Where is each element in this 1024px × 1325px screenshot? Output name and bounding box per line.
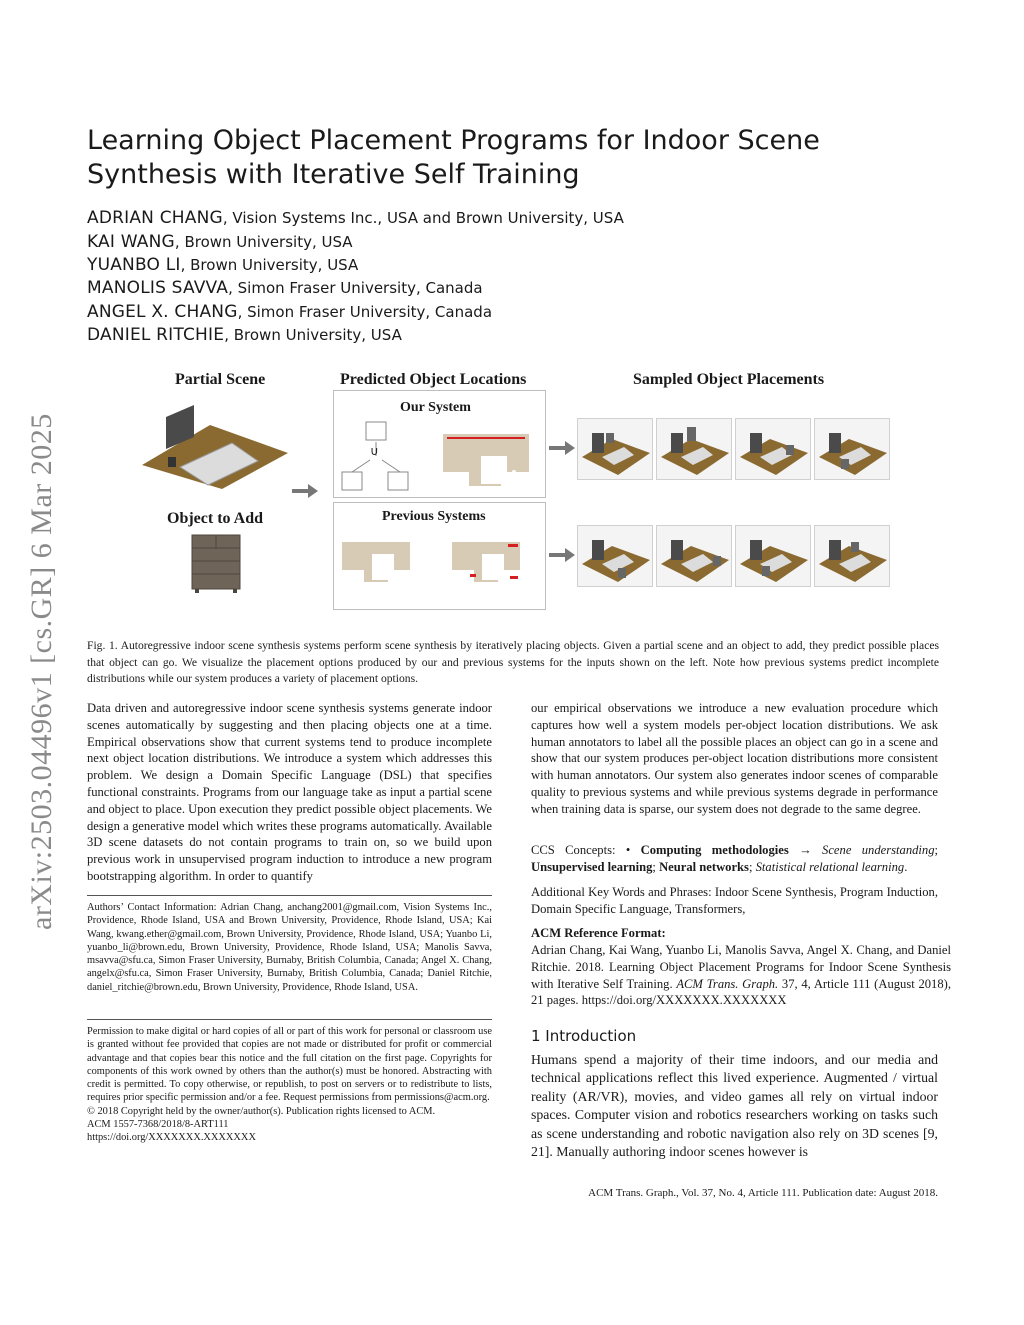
divider xyxy=(87,1019,492,1020)
reference-journal: ACM Trans. Graph. xyxy=(676,976,779,991)
copyright-line: © 2018 Copyright held by the owner/author(s). Publication rights licensed to ACM. xyxy=(87,1105,436,1117)
sampled-placement-thumbnail xyxy=(814,525,890,587)
figure-label-partial-scene: Partial Scene xyxy=(175,371,266,388)
doi-link[interactable]: https://doi.org/XXXXXXX.XXXXXXX xyxy=(87,1132,256,1144)
author-name: KAI WANG xyxy=(87,232,175,252)
partial-scene-image xyxy=(140,405,290,490)
ccs-arrow: → xyxy=(788,843,823,857)
ccs-term: Scene understanding xyxy=(822,843,935,857)
author-line xyxy=(87,255,947,275)
sampled-placement-thumbnail xyxy=(814,418,890,480)
ccs-term: Neural networks xyxy=(659,859,749,874)
author-line xyxy=(87,302,947,322)
sampled-placement-thumbnail xyxy=(577,525,653,587)
author-line xyxy=(87,232,947,252)
arrow-right-icon xyxy=(292,484,318,498)
arrow-right-icon xyxy=(549,441,575,455)
divider xyxy=(87,895,492,896)
author-affiliation: , Brown University, USA xyxy=(224,326,402,344)
author-line xyxy=(87,278,947,298)
ccs-concepts xyxy=(531,842,938,876)
reference-format-heading: ACM Reference Format: xyxy=(531,926,666,940)
ccs-term: Statistical relational learning xyxy=(755,859,905,874)
sampled-placement-thumbnail xyxy=(735,525,811,587)
our-system-label: Our System xyxy=(400,400,471,415)
dresser-image xyxy=(190,533,242,593)
arrow-right-icon xyxy=(549,548,575,562)
acm-id: ACM 1557-7368/2018/8-ART111 xyxy=(87,1119,229,1131)
our-location-map xyxy=(441,432,531,488)
reference-text: Adrian Chang, Kai Wang, Yuanbo Li, Manolis Savva, Angel X. Chang, and Daniel Ritchie. 2018. Learning Object Placement Programs for Indoor Scene Synthesis with Iterative Self Training. xyxy=(531,943,951,991)
ccs-prefix: CCS Concepts: • xyxy=(531,843,641,857)
previous-location-map-b xyxy=(450,540,522,584)
nightstand-shape xyxy=(168,457,176,467)
ccs-separator: ; xyxy=(748,859,756,874)
ccs-separator: ; xyxy=(652,859,660,874)
section-heading-introduction: 1 Introduction xyxy=(531,1027,637,1045)
figure-label-predicted-locations: Predicted Object Locations xyxy=(340,371,527,388)
permission-notice xyxy=(87,1025,492,1145)
author-name: DANIEL RITCHIE xyxy=(87,325,225,345)
page-footer: ACM Trans. Graph., Vol. 37, No. 4, Article 111. Publication date: August 2018. xyxy=(588,1187,938,1199)
reference-text: 37, 4, Article 111 (August 2018), 21 pages. https://doi.org/XXXXXXX.XXXXXXX xyxy=(531,976,951,1008)
ccs-term: Computing methodologies xyxy=(640,843,789,857)
author-name: MANOLIS SAVVA xyxy=(87,278,229,298)
author-affiliation: , Brown University, USA xyxy=(180,256,359,274)
ccs-separator: ; xyxy=(934,843,939,857)
abstract-left: Data driven and autoregressive indoor scene synthesis systems generate indoor scenes automatically by suggesting and then placing objects one at a time. Empirical observations show that current systems tend to produce incomplete next object location distributions. We introduce a system which addresses this problem. We design a Domain Specific Language (DSL) that specifies functional constraints. Programs from our language take as input a partial scene and object to place. Upon execution they predict possible object placements. We design a generative model which writes these programs automatically. Available 3D scene datasets do not contain programs to train on, so we build upon previous work in unsupervised program induction to introduce a new program bootstrapping algorithm. In order to quantify xyxy=(87,701,492,883)
author-line xyxy=(87,325,947,345)
author-name: ADRIAN CHANG xyxy=(87,208,223,228)
author-affiliation: , Simon Fraser University, Canada xyxy=(237,303,493,321)
introduction-text: Humans spend a majority of their time indoors, and our media and technical applications reflect this lived experience. Augmented / virtual reality (AR/VR), movies, and video games all rely on virtual indoor spaces. Computer vision and robotics researchers working on tasks such as scene understanding and robotic navigation also rely on 3D scenes [9, 21]. Manually authoring indoor scenes however is xyxy=(531,1052,938,1160)
permission-text: Permission to make digital or hard copies of all or part of this work for personal or classroom use is granted without fee provided that copies are not made or distributed for profit or commercial advantage and that copies bear this notice and the full citation on the first page. Copyrights for components of this work owned by others than the author(s) must be honored. Abstracting with credit is permitted. To copy otherwise, or republish, to post on servers or to redistribute to lists, requires prior specific permission and/or a fee. Request permissions from permissions@acm.org. xyxy=(87,1026,492,1104)
abstract-right: our empirical observations we introduce a new evaluation procedure which captures how well a system models per-object location distributions. We ask human annotators to label all the possible places an object can go in a scene and show that our system produces per-object location distributions more consistent with human annotators. Our system also generates indoor scenes of comparable quality to previous systems and while previous systems degrade in performance when training data is sparse, our system does not degrade to the same degree. xyxy=(531,701,938,816)
author-contact-info: Authors’ Contact Information: Adrian Chang, anchang2001@gmail.com, Vision Systems Inc., Providence, Rhode Island, USA and Brown University, Providence, Rhode Island, USA; Kai Wang, kwang.ether@gmail.com, Brown University, Providence, Rhode Island, USA; Yuanbo Li, yuanbo_li@brown.edu, Brown University, Providence, Rhode Island, USA; Manolis Savva, msavva@sfu.ca, Simon Fraser University, Burnaby, British Columbia, Canada; Angel X. Chang, angelx@sfu.ca, Simon Fraser University, Burnaby, British Columbia, Canada; Daniel Ritchie, daniel_ritchie@brown.edu, Brown University, Providence, Rhode Island, USA. xyxy=(87,902,492,993)
sampled-placement-thumbnail xyxy=(735,418,811,480)
keywords: Additional Key Words and Phrases: Indoor Scene Synthesis, Program Induction, Domain Specific Language, Transformers, xyxy=(531,885,938,916)
figure-label-object-to-add: Object to Add xyxy=(167,510,263,527)
ccs-end: . xyxy=(904,859,908,874)
author-line xyxy=(87,208,947,228)
union-symbol: ∪ xyxy=(370,444,379,458)
figure-caption: Fig. 1. Autoregressive indoor scene synthesis systems perform scene synthesis by iteratively placing objects. Given a partial scene and an object to add, they predict possible places that object can go. We visualize the placement options produced by our and previous systems for the inputs shown on the left. Note how previous systems predict incomplete distributions while our system produces a variety of placement options. xyxy=(87,639,939,685)
ccs-term: Unsupervised learning xyxy=(531,859,653,874)
previous-location-map-a xyxy=(340,540,412,584)
sampled-placement-thumbnail xyxy=(656,418,732,480)
paper-title: Learning Object Placement Programs for Indoor Scene Synthesis with Iterative Self Training xyxy=(87,125,820,190)
reference-format xyxy=(531,942,951,1009)
sampled-placement-thumbnail xyxy=(577,418,653,480)
sampled-placement-thumbnail xyxy=(656,525,732,587)
author-affiliation: , Simon Fraser University, Canada xyxy=(228,279,483,297)
author-name: ANGEL X. CHANG xyxy=(87,302,238,322)
author-affiliation: , Vision Systems Inc., USA and Brown University, USA xyxy=(222,209,624,227)
author-name: YUANBO LI xyxy=(87,255,181,275)
author-affiliation: , Brown University, USA xyxy=(174,233,353,251)
previous-systems-label: Previous Systems xyxy=(382,509,486,524)
arxiv-stamp: arXiv:2503.04496v1 [cs.GR] 6 Mar 2025 xyxy=(25,413,58,930)
figure-label-sampled-placements: Sampled Object Placements xyxy=(633,371,825,388)
